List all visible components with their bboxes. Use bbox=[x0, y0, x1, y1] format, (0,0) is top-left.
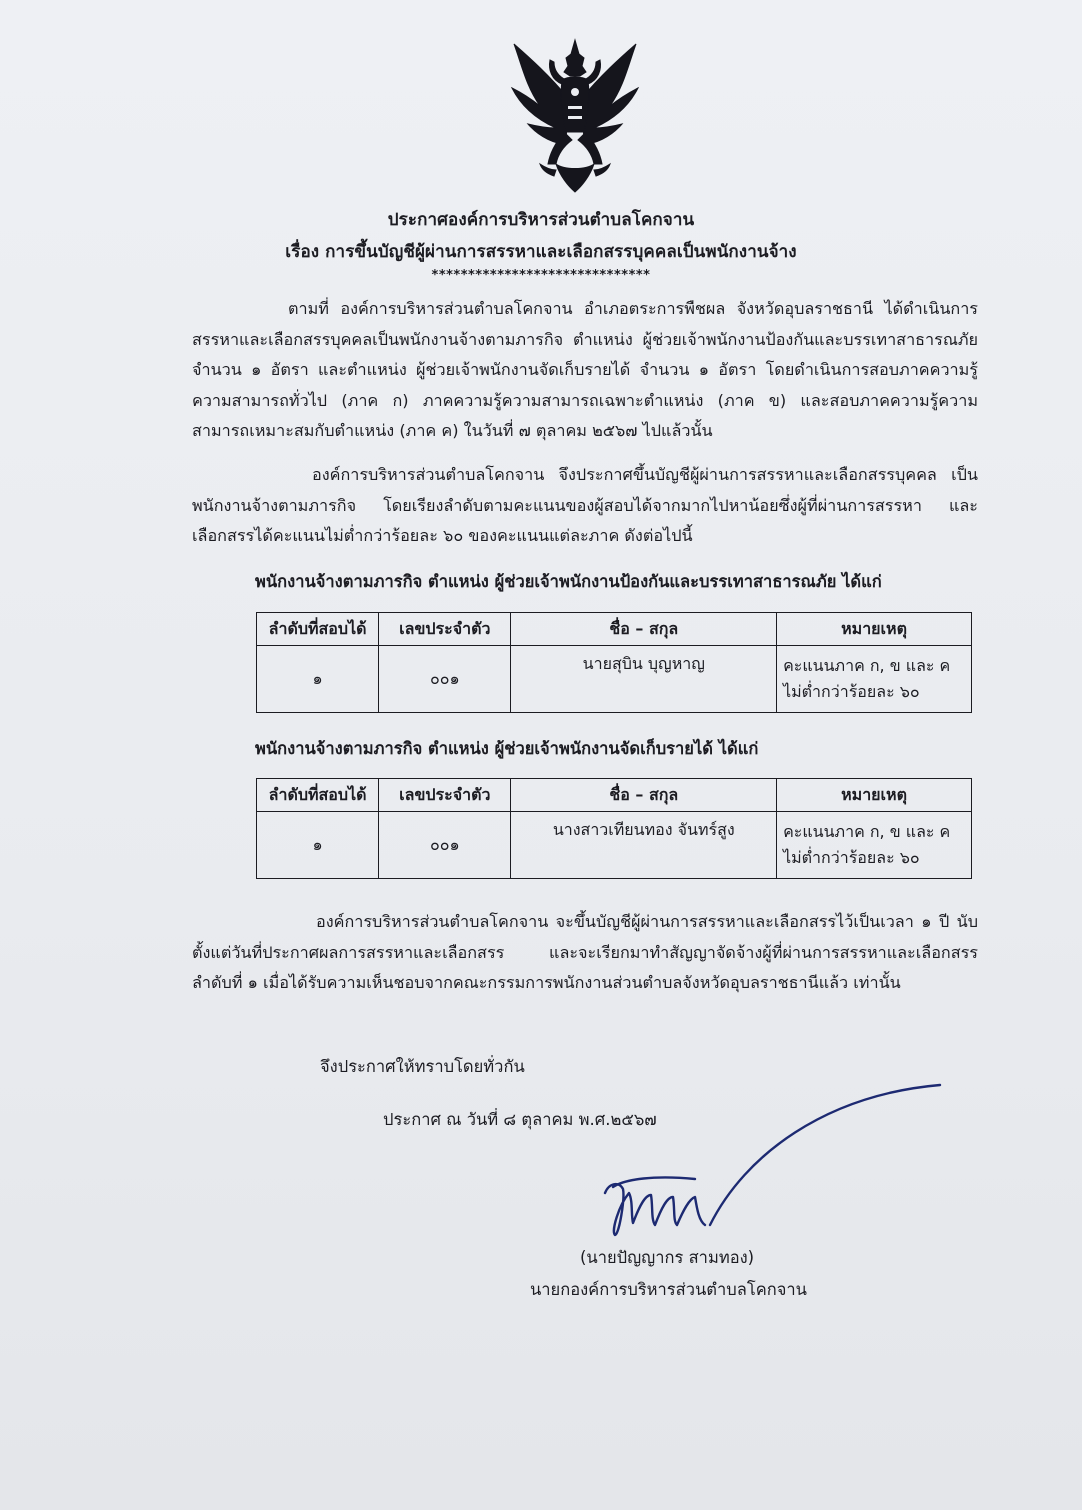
column-header-rank: ลำดับที่สอบได้ bbox=[257, 613, 379, 646]
cell-id: ๐๐๑ bbox=[379, 646, 511, 713]
column-header-note: หมายเหตุ bbox=[777, 779, 972, 812]
table-row bbox=[257, 646, 972, 713]
signer-name: (นายปัญญากร สามทอง) bbox=[580, 1248, 755, 1267]
cell-id: ๐๐๑ bbox=[379, 812, 511, 879]
table-header-row bbox=[257, 779, 972, 812]
closing-announcement: จึงประกาศให้ทราบโดยทั่วกัน bbox=[320, 1057, 525, 1076]
cell-note bbox=[777, 812, 972, 879]
handwritten-signature bbox=[595, 1075, 955, 1245]
title-separator: ****************************** bbox=[431, 268, 651, 283]
body-paragraph-2: องค์การบริหารส่วนตำบลโคกจาน จึงประกาศขึ้นบัญชีผู้ผ่านการสรรหาและเลือกสรรบุคคล เป็นพนักงานจ้างตามภารกิจ โดยเรียงลำดับตามคะแนนของผู้สอบได้จากมากไปหาน้อยซึ่งผู้ที่ผ่านการสรรหา และเลือกสรรได้คะแนนไม่ต่ำกว่าร้อยละ ๖๐ ของคะแนนแต่ละภาค ดังต่อไปนี้ bbox=[192, 465, 978, 545]
body-paragraph-3: องค์การบริหารส่วนตำบลโคกจาน จะขึ้นบัญชีผู้ผ่านการสรรหาและเลือกสรรไว้เป็นเวลา ๑ ปี นับตั้งแต่วันที่ประกาศผลการสรรหาและเลือกสรร และจะเรียกมาทำสัญญาจัดจ้างผู้ที่ผ่านการสรรหาและเลือกสรรลำดับที่ ๑ เมื่อได้รับความเห็นชอบจากคณะกรรมการพนักงานส่วนตำบลจังหวัดอุบลราชธานีแล้ว เท่านั้น bbox=[192, 912, 978, 992]
cell-rank: ๑ bbox=[257, 646, 379, 713]
note-line-2: ไม่ต่ำกว่าร้อยละ ๖๐ bbox=[783, 848, 920, 867]
cell-name: นางสาวเทียนทอง จันทร์สูง bbox=[511, 812, 777, 879]
note-line-1: คะแนนภาค ก, ข และ ค bbox=[783, 822, 951, 841]
column-header-rank: ลำดับที่สอบได้ bbox=[257, 779, 379, 812]
results-table-2 bbox=[256, 778, 972, 879]
column-header-name: ชื่อ – สกุล bbox=[511, 779, 777, 812]
column-header-note: หมายเหตุ bbox=[777, 613, 972, 646]
note-line-2: ไม่ต่ำกว่าร้อยละ ๖๐ bbox=[783, 682, 920, 701]
announcement-date: ประกาศ ณ วันที่ ๘ ตุลาคม พ.ศ.๒๕๖๗ bbox=[383, 1110, 657, 1129]
section-heading-2: พนักงานจ้างตามภารกิจ ตำแหน่ง ผู้ช่วยเจ้าพนักงานจัดเก็บรายได้ ได้แก่ bbox=[255, 739, 759, 758]
cell-rank: ๑ bbox=[257, 812, 379, 879]
column-header-id: เลขประจำตัว bbox=[379, 779, 511, 812]
signer-position: นายกองค์การบริหารส่วนตำบลโคกจาน bbox=[530, 1280, 807, 1299]
results-table-1 bbox=[256, 612, 972, 713]
table-row bbox=[257, 812, 972, 879]
cell-name: นายสุบิน บุญหาญ bbox=[511, 646, 777, 713]
section-heading-1: พนักงานจ้างตามภารกิจ ตำแหน่ง ผู้ช่วยเจ้าพนักงานป้องกันและบรรเทาสาธารณภัย ได้แก่ bbox=[255, 572, 882, 591]
column-header-id: เลขประจำตัว bbox=[379, 613, 511, 646]
document-subject: เรื่อง การขึ้นบัญชีผู้ผ่านการสรรหาและเลือกสรรบุคคลเป็นพนักงานจ้าง bbox=[285, 242, 797, 262]
note-line-1: คะแนนภาค ก, ข และ ค bbox=[783, 656, 951, 675]
body-paragraph-1: ตามที่ องค์การบริหารส่วนตำบลโคกจาน อำเภอตระการพืชผล จังหวัดอุบลราชธานี ได้ดำเนินการสรรหาและเลือกสรรบุคคลเป็นพนักงานจ้างตามภารกิจ ตำแหน่ง ผู้ช่วยเจ้าพนักงานป้องกันและบรรเทาสาธารณภัย จำนวน ๑ อัตรา และตำแหน่ง ผู้ช่วยเจ้าพนักงานจัดเก็บรายได้ จำนวน ๑ อัตรา โดยดำเนินการสอบภาคความรู้ความสามารถทั่วไป (ภาค ก) ภาคความรู้ความสามารถเฉพาะตำแหน่ง (ภาค ข) และสอบภาคความรู้ความสามารถเหมาะสมกับตำแหน่ง (ภาค ค) ในวันที่ ๗ ตุลาคม ๒๕๖๗ ไปแล้วนั้น bbox=[192, 299, 978, 440]
column-header-name: ชื่อ – สกุล bbox=[511, 613, 777, 646]
document-title: ประกาศองค์การบริหารส่วนตำบลโคกจาน bbox=[387, 210, 695, 230]
garuda-emblem-icon bbox=[500, 36, 650, 196]
cell-note bbox=[777, 646, 972, 713]
table-header-row bbox=[257, 613, 972, 646]
